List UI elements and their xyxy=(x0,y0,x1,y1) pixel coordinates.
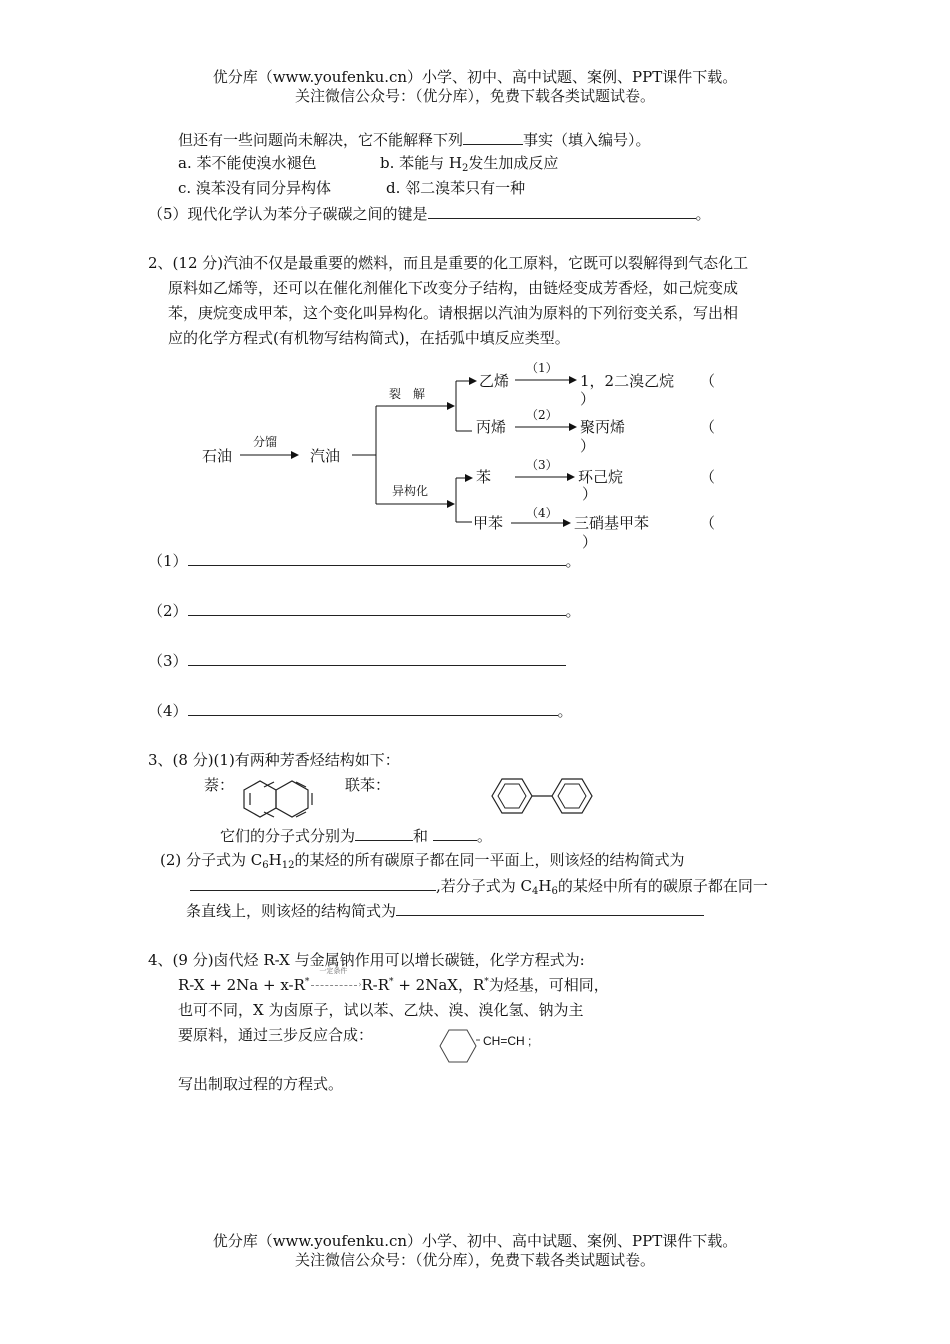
toluene-label: 甲苯 xyxy=(473,514,504,532)
answer-blank[interactable] xyxy=(188,651,566,666)
q2-line-3: 苯，庚烷变成甲苯，这个变化叫异构化。请根据以汽油为原料的下列衍变关系，写出相 xyxy=(168,304,739,322)
period: 。 xyxy=(565,552,581,570)
q4-line-3: 也可不同，X 为卤原子，试以苯、乙炔、溴、溴化氢、钠为主 xyxy=(178,1001,584,1019)
biphenyl-structure xyxy=(488,774,608,824)
answer-blank[interactable] xyxy=(188,601,566,616)
cracking-label: 裂 解 xyxy=(389,387,426,401)
arrow-head: › xyxy=(358,980,362,989)
distill-label: 分馏 xyxy=(253,435,278,449)
answer-blank[interactable] xyxy=(433,826,477,841)
answer-line-3 xyxy=(148,651,566,670)
answer-blank[interactable] xyxy=(355,826,413,841)
naphthalene-label: 萘： xyxy=(204,776,235,794)
question-5-text: （5）现代化学认为苯分子碳碳之间的键是 xyxy=(148,205,428,223)
product-1-label: 1，2二溴乙烷 xyxy=(580,372,675,390)
text: (2) 分子式为 C xyxy=(160,851,263,869)
header-line-2: 关注微信公众号：（优分库），免费下载各类试题试卷。 xyxy=(294,87,655,105)
propylene-label: 丙烯 xyxy=(476,418,507,436)
footer-line-1: 优分库（www.youfenku.cn）小学、初中、高中试题、案例、PPT课件下载。 xyxy=(212,1232,738,1250)
text: 条直线上，则该烃的结构简式为 xyxy=(186,902,397,920)
formula-period: 。 xyxy=(476,827,492,845)
product-3-label: 环己烷 xyxy=(578,468,624,486)
option-a: a. 苯不能使溴水褪色 xyxy=(178,154,317,172)
condition-arrow xyxy=(309,967,362,990)
q4-line-1: 4、(9 分)卤代烃 R-X 与金属钠作用可以增长碳链，化学方程式为: xyxy=(148,951,585,969)
subscript: 12 xyxy=(281,860,295,871)
styrene-label xyxy=(483,1032,531,1050)
biphenyl-label: 联苯： xyxy=(345,776,391,794)
answer-label: （3） xyxy=(148,652,188,670)
q2-line-4: 应的化学方程式(有机物写结构简式)，在括弧中填反应类型。 xyxy=(168,329,570,347)
text: 的某烃中所有的碳原子都在同一 xyxy=(557,877,768,895)
gasoline-label: 汽油 xyxy=(310,447,341,465)
arrow-line xyxy=(311,985,357,986)
text: 的某烃的所有碳原子都在同一平面上，则该烃的结构简式为 xyxy=(294,851,685,869)
subscript: 2 xyxy=(462,163,469,174)
q2-line-1: 2、(12 分)汽油不仅是最重要的燃料，而且是重要的化工原料，它既可以裂解得到气态化工 xyxy=(148,254,749,272)
paren-open: （ xyxy=(700,418,716,436)
q3-part-2-end xyxy=(186,901,704,920)
option-c: c. 溴苯没有同分异构体 xyxy=(178,179,331,197)
answer-line-1 xyxy=(148,551,581,570)
product-4-label: 三硝基甲苯 xyxy=(574,514,650,532)
answer-blank[interactable] xyxy=(190,876,436,891)
subscript: 4 xyxy=(532,886,539,897)
part1-intro-text: 但还有一些问题尚未解决，它不能解释下列 xyxy=(178,131,464,149)
answer-blank[interactable] xyxy=(188,701,558,716)
superscript: * xyxy=(389,977,394,987)
vinyl-group: CH=CH xyxy=(483,1034,525,1048)
answer-label: （2） xyxy=(148,602,188,620)
naphthalene-structure xyxy=(238,775,318,825)
q4-equation xyxy=(178,967,609,994)
paren-open: （ xyxy=(700,468,716,486)
formula-and: 和 xyxy=(413,827,429,845)
equation-text: 为烃基，可相同， xyxy=(488,976,609,994)
footer-line-2: 关注微信公众号：（优分库），免费下载各类试题试卷。 xyxy=(294,1251,655,1269)
product-2-label: 聚丙烯 xyxy=(580,418,626,436)
subscript: 6 xyxy=(262,860,269,871)
text: ,若分子式为 C xyxy=(436,877,533,895)
option-b-text: b. 苯能与 H xyxy=(380,154,462,172)
period: 。 xyxy=(565,602,581,620)
q4-line-4: 要原料，通过三步反应合成： xyxy=(178,1026,374,1044)
ethylene-label: 乙烯 xyxy=(479,372,510,390)
question-5-suffix: 。 xyxy=(695,205,711,223)
answer-blank[interactable] xyxy=(396,901,704,916)
formula-text: 它们的分子式分别为 xyxy=(220,827,356,845)
paren-close: ） xyxy=(582,485,598,503)
answer-blank[interactable] xyxy=(188,551,566,566)
semicolon: ; xyxy=(528,1034,532,1048)
option-d: d. 邻二溴苯只有一种 xyxy=(386,179,526,197)
superscript: * xyxy=(304,977,310,987)
step-1-label: （1） xyxy=(526,361,558,375)
formula-line xyxy=(220,826,492,845)
paren-close: ） xyxy=(582,533,598,551)
q4-line-5: 写出制取过程的方程式。 xyxy=(178,1075,344,1093)
petroleum-label: 石油 xyxy=(202,447,233,465)
q3-part-2-cont xyxy=(190,876,768,895)
paren-open: （ xyxy=(700,514,716,532)
isomerization-label: 异构化 xyxy=(392,484,429,498)
subscript: 6 xyxy=(551,886,558,897)
text: H xyxy=(268,851,282,869)
text: H xyxy=(538,877,552,895)
benzene-label: 苯 xyxy=(476,468,492,486)
q3-line-1: 3、(8 分)(1)有两种芳香烃结构如下： xyxy=(148,751,400,769)
paren-open: （ xyxy=(700,372,716,390)
period: 。 xyxy=(557,702,573,720)
step-2-label: （2） xyxy=(526,408,558,422)
equation-text: R-X + 2Na + x-R xyxy=(178,976,305,994)
equation-text: + 2NaX，R xyxy=(393,976,485,994)
superscript: * xyxy=(484,977,489,987)
step-4-label: （4） xyxy=(526,506,558,520)
q2-line-2: 原料如乙烯等，还可以在催化剂催化下改变分子结构，由链烃变成芳香烃，如己烷变成 xyxy=(168,279,739,297)
equation-text: R-R xyxy=(361,976,390,994)
condition-label: 一定条件 xyxy=(319,967,348,975)
answer-label: （1） xyxy=(148,552,188,570)
answer-line-4 xyxy=(148,701,573,720)
step-3-label: （3） xyxy=(526,458,558,472)
option-b-suffix: 发生加成反应 xyxy=(468,154,559,172)
paren-close: ） xyxy=(580,390,596,408)
answer-line-2 xyxy=(148,601,581,620)
paren-close: ） xyxy=(580,437,596,455)
q3-part-2 xyxy=(160,851,684,869)
part1-intro-suffix: 事实（填入编号）。 xyxy=(523,131,651,149)
answer-label: （4） xyxy=(148,702,188,720)
header-line-1: 优分库（www.youfenku.cn）小学、初中、高中试题、案例、PPT课件下载。 xyxy=(212,68,738,86)
